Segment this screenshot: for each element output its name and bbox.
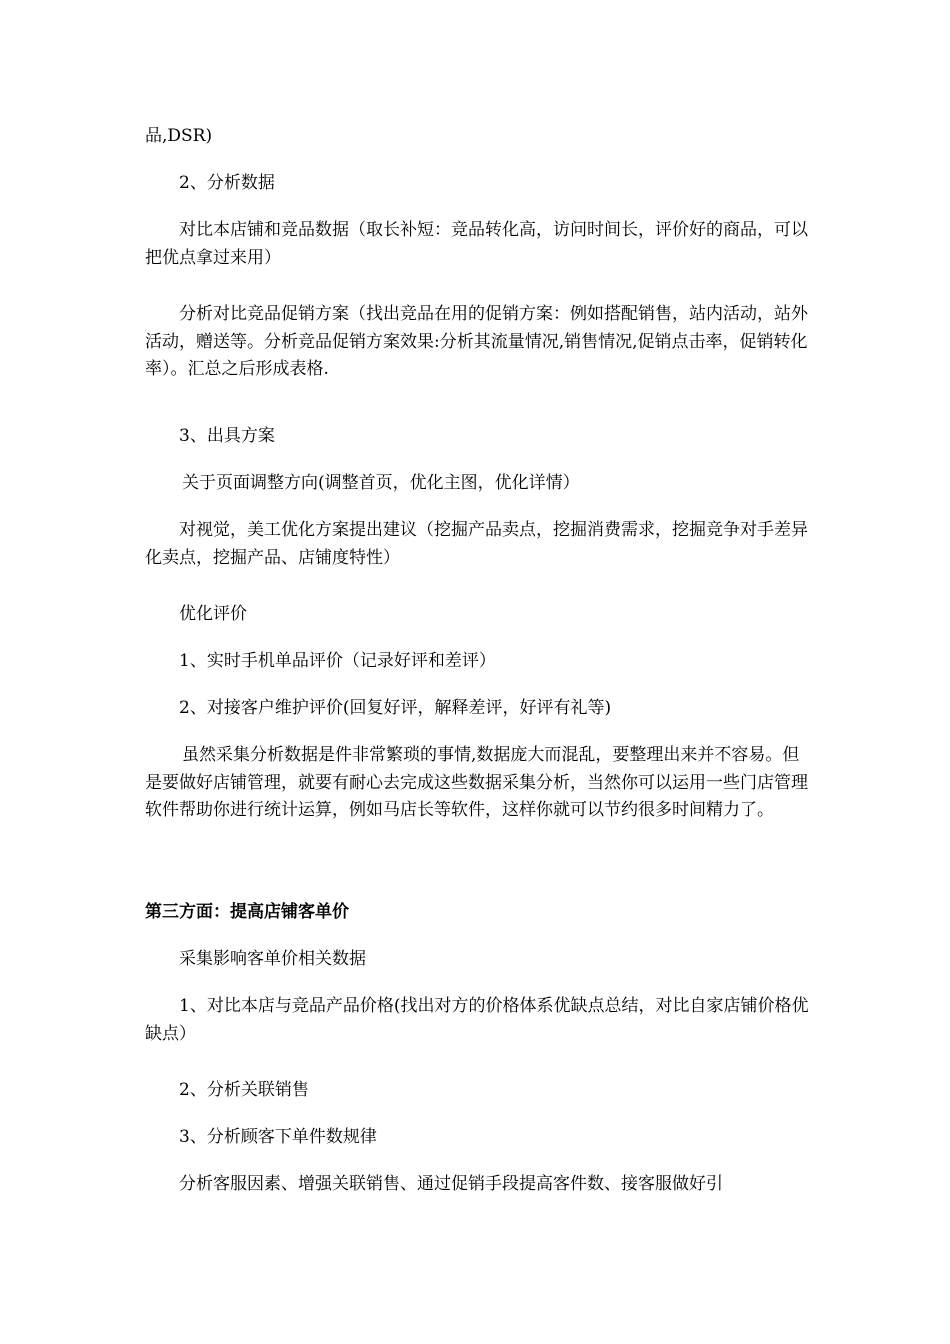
list-item-order-pattern: 3、分析顾客下单件数规律 xyxy=(179,1127,377,1147)
list-item-maintain-reviews: 2、对接客户维护评价(回复好评，解释差评，好评有礼等) xyxy=(179,698,612,718)
list-item-related-sales: 2、分析关联销售 xyxy=(179,1080,309,1100)
heading-optimize-reviews: 优化评价 xyxy=(179,604,247,624)
paragraph-compare-promotions: 分析对比竞品促销方案（找出竞品在用的促销方案：例如搭配销售，站内活动，站外活动，赠送等。分析竞品促销方案效果:分析其流量情况,销售情况,促销点击率，促销转化率）。汇总之后形成表格. xyxy=(145,304,808,379)
paragraph-data-summary: 虽然采集分析数据是件非常繁琐的事情,数据庞大而混乱，要整理出来并不容易。但是要做好店铺管理，就要有耐心去完成这些数据采集分析，当然你可以运用一些门店管理软件帮助你进行统计运算，例如马店长等软件，这样你就可以节约很多时间精力了。 xyxy=(145,745,808,820)
paragraph-customer-service: 分析客服因素、增强关联销售、通过促销手段提高客件数、接客服做好引 xyxy=(179,1174,723,1194)
paragraph-collect-data: 采集影响客单价相关数据 xyxy=(179,949,366,969)
heading-analyze-data: 2、分析数据 xyxy=(179,173,275,193)
paragraph-continuation: 品,DSR) xyxy=(145,126,213,146)
paragraph-visual-suggestions: 对视觉，美工优化方案提出建议（挖掘产品卖点，挖掘消费需求，挖掘竞争对手差异化卖点，挖掘产品、店铺度特性） xyxy=(145,520,808,568)
list-item-compare-prices: 1、对比本店与竞品产品价格(找出对方的价格体系优缺点总结，对比自家店铺价格优缺点） xyxy=(145,996,809,1044)
paragraph-page-adjustment: 关于页面调整方向(调整首页，优化主图，优化详情） xyxy=(182,473,580,493)
paragraph-compare-data: 对比本店铺和竞品数据（取长补短：竞品转化高，访问时间长，评价好的商品，可以把优点拿过来用） xyxy=(145,220,808,268)
list-item-realtime-reviews: 1、实时手机单品评价（记录好评和差评） xyxy=(179,651,496,671)
heading-issue-plan: 3、出具方案 xyxy=(179,426,275,446)
section-heading-third-aspect: 第三方面：提高店铺客单价 xyxy=(145,902,349,922)
